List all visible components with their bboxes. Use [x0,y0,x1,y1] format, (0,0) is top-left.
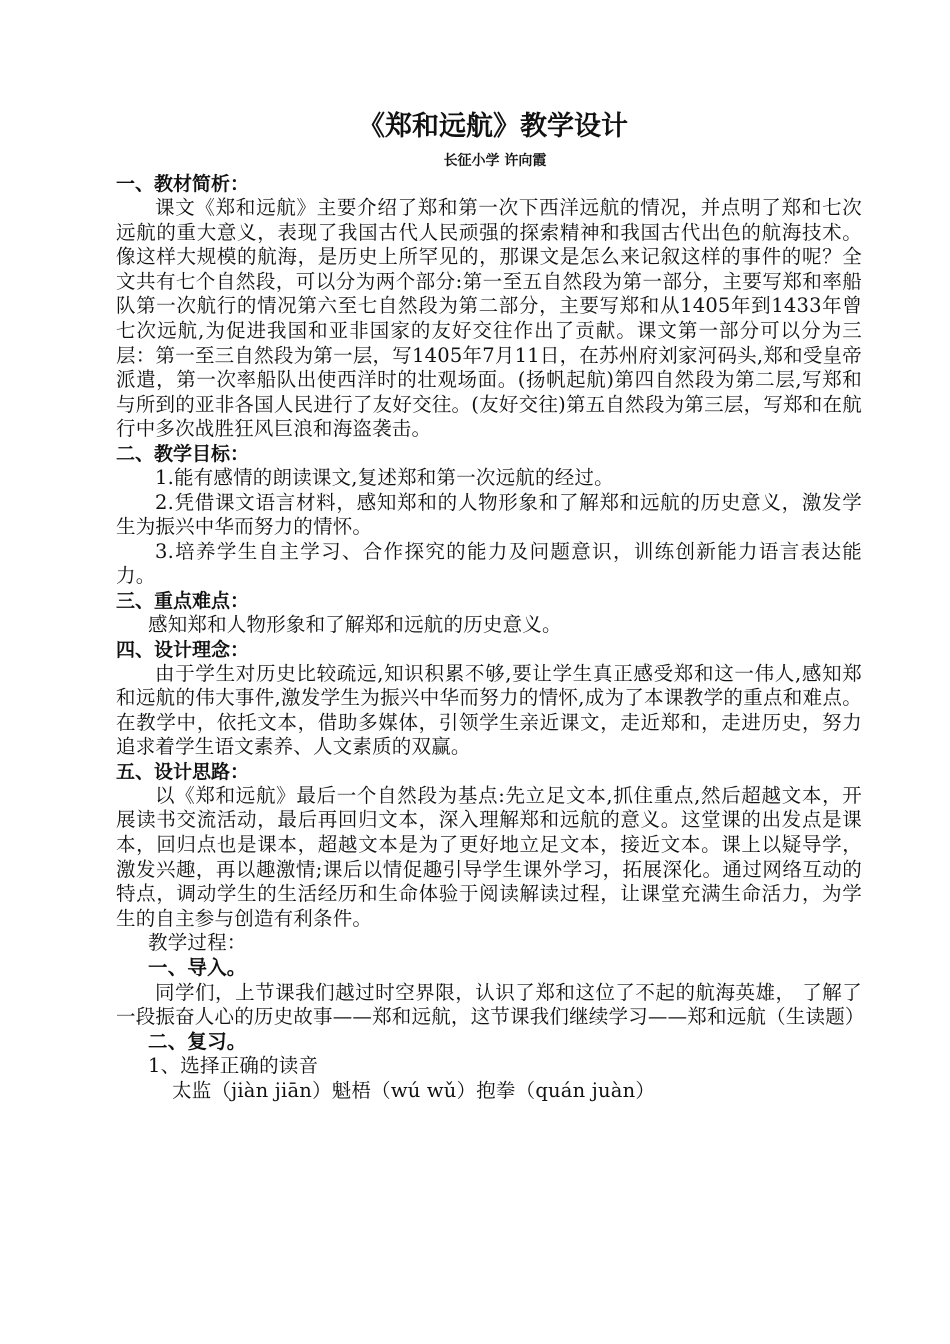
process-step-2-heading: 二、复习。 [148,1029,247,1053]
process-step-2-item: 1、选择正确的读音 [148,1054,319,1078]
process-step-1-text: 同学们，上节课我们越过时空界限，认识了郑和这位了不起的航海英雄， 了解了一段振奋人心的历史故事——郑和远航，这节课我们继续学习——郑和远航（生读题） [116,980,865,1029]
section-heading-goals: 二、教学目标： [116,442,250,465]
section-paragraph: 由于学生对历史比较疏远,知识积累不够,要让学生真正感受郑和这一伟人,感知郑和远航的伟大事件,激发学生为振兴中华而努力的情怀,成为了本课教学的重点和难点。在教学中，依托文本，借助多媒体，引领学生亲近课文，走近郑和，走进历史，努力追求着学生语文素养、人文素质的双赢。 [116,661,862,759]
process-step-2-options: 太监（jiàn jiān）魁梧（wú wǔ）抱拳（quán juàn） [172,1079,656,1102]
document-title: 《郑和远航》教学设计 [358,111,628,142]
section-paragraph: 以《郑和远航》最后一个自然段为基点:先立足文本,抓住重点,然后超越文本，开展读书交流活动，最后再回归文本，深入理解郑和远航的意义。这堂课的出发点是课本，回归点也是课本，超越文本是为了更好地立足文本，接近文本。课上以疑导学，激发兴趣，再以趣激情;课后以情促趣引导学生课外学习，拓展深化。通过网络互动的特点，调动学生的生活经历和生命体验于阅读解读过程，让课堂充满生命活力，为学生的自主参与创造有利条件。 [116,783,862,930]
process-label: 教学过程： [148,931,247,955]
goal-item-2: 2.凭借课文语言材料，感知郑和的人物形象和了解郑和远航的历史意义，激发学生为振兴中华而努力的情怀。 [116,490,862,539]
section-heading-key-points: 三、重点难点： [116,589,250,612]
goal-item-3: 3.培养学生自主学习、合作探究的能力及问题意识，训练创新能力语言表达能力。 [116,539,862,588]
goal-item-1: 1.能有感情的朗读课文,复述郑和第一次远航的经过。 [155,465,614,489]
section-paragraph: 感知郑和人物形象和了解郑和远航的历史意义。 [148,612,562,636]
author-line: 长征小学 许向霞 [443,153,547,169]
section-paragraph: 课文《郑和远航》主要介绍了郑和第一次下西洋远航的情况，并点明了郑和七次远航的重大意义，表现了我国古代人民顽强的探索精神和我国古代出色的航海技术。像这样大规模的航海，是历史上所罕见的，那课文是怎么来记叙这样的事件的呢？全文共有七个自然段，可以分为两个部分:第一至五自然段为第一部分，主要写郑和率船队第一次航行的情况第六至七自然段为第二部分，主要写郑和从1405年到1433年曾七次远航,为促进我国和亚非国家的友好交往作出了贡献。课文第一部分可以分为三层：第一至三自然段为第一层，写1405年7月11日，在苏州府刘家河码头,郑和受皇帝派遣，第一次率船队出使西洋时的壮观场面。(扬帆起航)第四自然段为第二层,写郑和与所到的亚非各国人民进行了友好交往。(友好交往)第五自然段为第三层，写郑和在航行中多次战胜狂风巨浪和海盗袭击。 [116,196,862,441]
process-step-1-heading: 一、导入。 [148,956,247,980]
section-heading-analysis: 一、教材简析： [116,173,250,195]
section-heading-concept: 四、设计理念： [116,638,250,661]
section-heading-approach: 五、设计思路： [116,760,250,783]
document-content [116,108,865,1104]
